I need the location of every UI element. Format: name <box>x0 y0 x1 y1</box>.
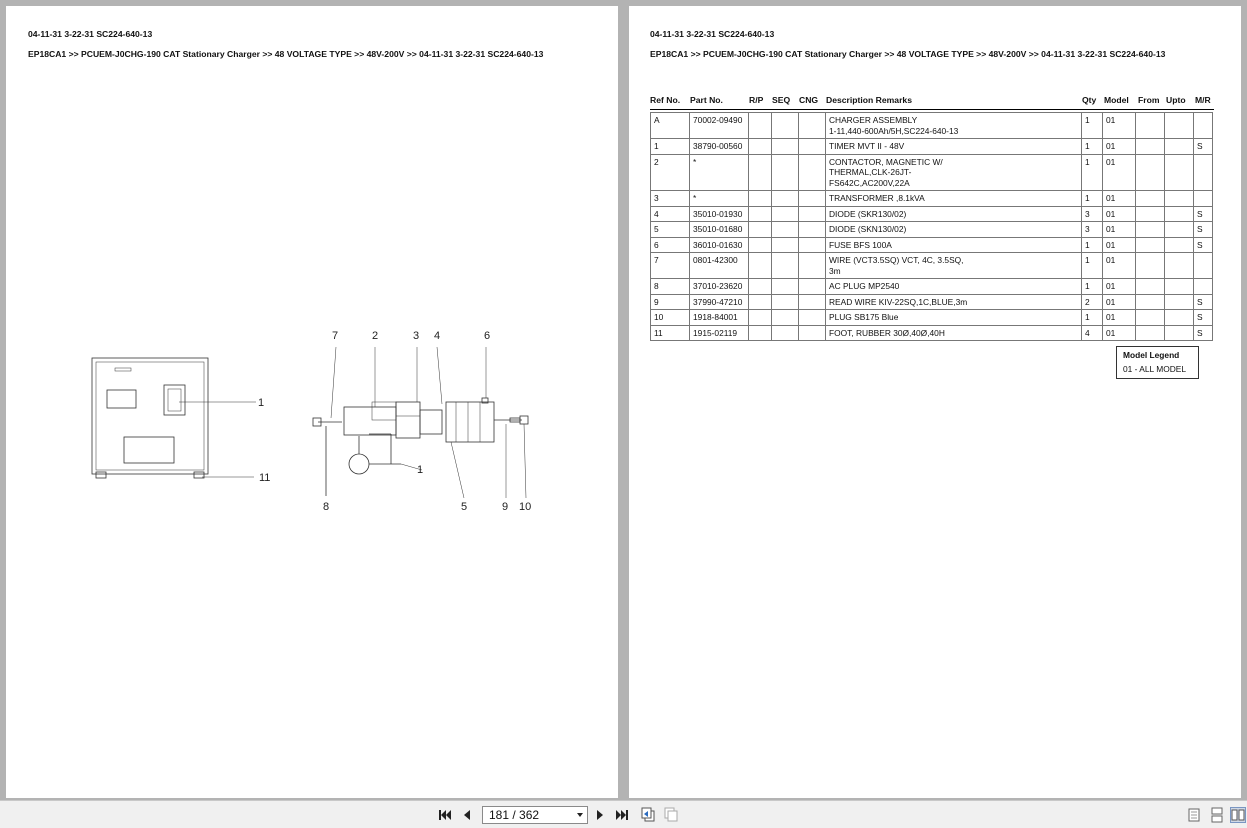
description-line: FOOT, RUBBER 30Ø,40Ø,40H <box>829 327 945 338</box>
ref-no-cell: 5 <box>651 222 690 238</box>
description-cell <box>826 154 1082 191</box>
model-cell: 01 <box>1103 139 1136 155</box>
callout-label: 3 <box>413 330 420 342</box>
qty-cell: 1 <box>1082 253 1103 279</box>
description-cell <box>826 139 1082 155</box>
rp-cell <box>749 191 772 207</box>
table-row <box>651 310 1213 326</box>
model-cell: 01 <box>1103 279 1136 295</box>
cng-cell <box>799 237 826 253</box>
ref-no-cell: 9 <box>651 294 690 310</box>
from-cell <box>1136 191 1165 207</box>
page-header-code: 04-11-31 3-22-31 SC224-640-13 <box>28 29 153 39</box>
from-cell <box>1136 139 1165 155</box>
col-from: From <box>1138 95 1160 105</box>
seq-cell <box>772 222 799 238</box>
charger-cabinet-outline <box>92 358 208 474</box>
description-line: WIRE (VCT3.5SQ) VCT, 4C, 3.5SQ, <box>829 255 964 265</box>
callout-label: 10 <box>519 501 532 513</box>
part-no-cell: 35010-01680 <box>690 222 749 238</box>
from-cell <box>1136 154 1165 191</box>
table-row <box>651 279 1213 295</box>
upto-cell <box>1165 325 1194 341</box>
ref-no-cell: 7 <box>651 253 690 279</box>
mr-cell <box>1194 253 1213 279</box>
upto-cell <box>1165 113 1194 139</box>
upto-cell <box>1165 253 1194 279</box>
mr-cell <box>1194 279 1213 295</box>
seq-cell <box>772 237 799 253</box>
chevron-down-icon <box>577 813 583 817</box>
first-page-icon[interactable] <box>437 807 453 823</box>
next-page-icon[interactable] <box>592 807 608 823</box>
description-line: READ WIRE KIV-22SQ,1C,BLUE,3m <box>829 296 968 307</box>
table-row <box>651 222 1213 238</box>
description-cell <box>826 279 1082 295</box>
seq-cell <box>772 154 799 191</box>
mr-cell: S <box>1194 310 1213 326</box>
seq-cell <box>772 325 799 341</box>
seq-cell <box>772 279 799 295</box>
col-cng: CNG <box>799 95 819 105</box>
upto-cell <box>1165 191 1194 207</box>
rp-cell <box>749 206 772 222</box>
cng-cell <box>799 294 826 310</box>
part-no-cell: * <box>690 154 749 191</box>
col-ref-no: Ref No. <box>650 95 681 105</box>
model-cell: 01 <box>1103 206 1136 222</box>
from-cell <box>1136 310 1165 326</box>
part-no-cell: 0801-42300 <box>690 253 749 279</box>
model-cell: 01 <box>1103 325 1136 341</box>
rp-cell <box>749 139 772 155</box>
upto-cell <box>1165 310 1194 326</box>
model-cell: 01 <box>1103 294 1136 310</box>
qty-cell: 1 <box>1082 191 1103 207</box>
callout-label: 9 <box>502 501 509 513</box>
table-row <box>651 294 1213 310</box>
description-cell <box>826 222 1082 238</box>
mr-cell <box>1194 154 1213 191</box>
from-cell <box>1136 294 1165 310</box>
table-row <box>651 253 1213 279</box>
ref-no-cell: 3 <box>651 191 690 207</box>
model-cell: 01 <box>1103 154 1136 191</box>
part-no-cell: 36010-01630 <box>690 237 749 253</box>
callout-label: 4 <box>434 330 441 342</box>
qty-cell: 3 <box>1082 222 1103 238</box>
ref-no-cell: 6 <box>651 237 690 253</box>
rp-cell <box>749 253 772 279</box>
table-row <box>651 325 1213 341</box>
callout-label: 6 <box>484 330 491 342</box>
model-cell: 01 <box>1103 222 1136 238</box>
from-cell <box>1136 206 1165 222</box>
description-cell <box>826 206 1082 222</box>
description-cell <box>826 325 1082 341</box>
upto-cell <box>1165 279 1194 295</box>
rp-cell <box>749 154 772 191</box>
qty-cell: 4 <box>1082 325 1103 341</box>
description-cell <box>826 237 1082 253</box>
cng-cell <box>799 191 826 207</box>
col-qty: Qty <box>1082 95 1097 105</box>
qty-cell: 1 <box>1082 279 1103 295</box>
from-cell <box>1136 325 1165 341</box>
description-line: TRANSFORMER ,8.1kVA <box>829 193 925 203</box>
ref-no-cell: 10 <box>651 310 690 326</box>
page-indicator: 181 / 362 <box>489 808 540 822</box>
qty-cell: 3 <box>1082 206 1103 222</box>
from-cell <box>1136 222 1165 238</box>
part-no-cell: 70002-09490 <box>690 113 749 139</box>
ref-no-cell: 4 <box>651 206 690 222</box>
seq-cell <box>772 294 799 310</box>
part-no-cell: 1918-84001 <box>690 310 749 326</box>
model-legend-title: Model Legend <box>1123 350 1180 360</box>
rp-cell <box>749 294 772 310</box>
cng-cell <box>799 113 826 139</box>
seq-cell <box>772 113 799 139</box>
upto-cell <box>1165 222 1194 238</box>
mr-cell: S <box>1194 222 1213 238</box>
description-line: 3m <box>829 265 841 276</box>
table-row <box>651 139 1213 155</box>
callout-label: 11 <box>259 472 271 484</box>
table-row <box>651 206 1213 222</box>
rp-cell <box>749 279 772 295</box>
page-number-select[interactable] <box>482 806 588 824</box>
description-cell <box>826 113 1082 139</box>
model-cell: 01 <box>1103 191 1136 207</box>
part-no-cell: * <box>690 191 749 207</box>
col-description: Description Remarks <box>826 95 912 105</box>
exploded-parts-diagram <box>6 6 618 798</box>
last-page-icon[interactable] <box>614 807 630 823</box>
mr-cell: S <box>1194 237 1213 253</box>
description-line: THERMAL,CLK-26JT- <box>829 167 912 177</box>
description-line: DIODE (SKR130/02) <box>829 208 907 219</box>
qty-cell: 1 <box>1082 237 1103 253</box>
prev-page-icon[interactable] <box>459 807 475 823</box>
parts-table-header <box>650 94 1214 110</box>
part-no-cell: 37990-47210 <box>690 294 749 310</box>
rp-cell <box>749 222 772 238</box>
rp-cell <box>749 113 772 139</box>
from-cell <box>1136 279 1165 295</box>
description-cell <box>826 310 1082 326</box>
callout-label: 5 <box>461 501 468 513</box>
qty-cell: 1 <box>1082 310 1103 326</box>
table-row <box>651 154 1213 191</box>
mr-cell: S <box>1194 139 1213 155</box>
cng-cell <box>799 206 826 222</box>
table-row <box>651 191 1213 207</box>
qty-cell: 1 <box>1082 139 1103 155</box>
description-cell <box>826 253 1082 279</box>
viewer-toolbar <box>0 800 1247 828</box>
table-row <box>651 113 1213 139</box>
description-line: TIMER MVT II - 48V <box>829 141 905 151</box>
continuous-view-icon[interactable] <box>1209 807 1225 823</box>
model-cell: 01 <box>1103 237 1136 253</box>
rp-cell <box>749 237 772 253</box>
page-header-code: 04-11-31 3-22-31 SC224-640-13 <box>650 29 775 39</box>
mr-cell: S <box>1194 294 1213 310</box>
upto-cell <box>1165 139 1194 155</box>
part-no-cell: 1915-02119 <box>690 325 749 341</box>
description-line: DIODE (SKN130/02) <box>829 224 907 234</box>
ref-no-cell: 1 <box>651 139 690 155</box>
description-line: PLUG SB175 Blue <box>829 312 899 322</box>
seq-cell <box>772 139 799 155</box>
part-no-cell: 38790-00560 <box>690 139 749 155</box>
single-page-view-icon[interactable] <box>1186 807 1202 823</box>
cng-cell <box>799 325 826 341</box>
model-cell: 01 <box>1103 310 1136 326</box>
part-no-cell: 35010-01930 <box>690 206 749 222</box>
cng-cell <box>799 222 826 238</box>
next-view-icon[interactable] <box>663 807 679 823</box>
ref-no-cell: 11 <box>651 325 690 341</box>
cng-cell <box>799 310 826 326</box>
mr-cell <box>1194 191 1213 207</box>
model-cell: 01 <box>1103 253 1136 279</box>
description-line: 1-11,440-600Ah/5H,SC224-640-13 <box>829 125 959 136</box>
qty-cell: 2 <box>1082 294 1103 310</box>
ref-no-cell: 2 <box>651 154 690 191</box>
page-breadcrumb: EP18CA1 >> PCUEM-J0CHG-190 CAT Stationary Charger >> 48 VOLTAGE TYPE >> 48V-200V >> 04-11-31 3-22-31 SC224-640-13 <box>28 49 544 59</box>
col-seq: SEQ <box>772 95 791 105</box>
callout-label: 7 <box>332 330 339 342</box>
description-cell <box>826 191 1082 207</box>
upto-cell <box>1165 294 1194 310</box>
model-legend-entry: 01 - ALL MODEL <box>1123 364 1186 374</box>
description-line: CONTACTOR, MAGNETIC W/ <box>829 156 943 167</box>
mr-cell <box>1194 113 1213 139</box>
left-page <box>6 6 618 798</box>
callout-label: 8 <box>323 501 330 513</box>
ref-no-cell: A <box>651 113 690 139</box>
from-cell <box>1136 237 1165 253</box>
qty-cell: 1 <box>1082 154 1103 191</box>
callout-label: 1 <box>417 464 424 476</box>
col-model: Model <box>1104 95 1129 105</box>
description-line: AC PLUG MP2540 <box>829 281 900 291</box>
cng-cell <box>799 139 826 155</box>
description-line: CHARGER ASSEMBLY <box>829 115 918 125</box>
col-upto: Upto <box>1166 95 1186 105</box>
mr-cell: S <box>1194 206 1213 222</box>
from-cell <box>1136 113 1165 139</box>
prev-view-icon[interactable] <box>640 807 656 823</box>
cng-cell <box>799 279 826 295</box>
seq-cell <box>772 310 799 326</box>
facing-view-icon[interactable] <box>1230 807 1246 823</box>
parts-table <box>650 112 1213 341</box>
cng-cell <box>799 154 826 191</box>
callout-label: 1 <box>258 397 265 409</box>
rp-cell <box>749 325 772 341</box>
col-mr: M/R <box>1195 95 1211 105</box>
col-part-no: Part No. <box>690 95 723 105</box>
rp-cell <box>749 310 772 326</box>
qty-cell: 1 <box>1082 113 1103 139</box>
seq-cell <box>772 191 799 207</box>
description-line: FUSE BFS 100A <box>829 239 892 250</box>
from-cell <box>1136 253 1165 279</box>
upto-cell <box>1165 154 1194 191</box>
upto-cell <box>1165 206 1194 222</box>
right-page <box>629 6 1241 798</box>
col-rp: R/P <box>749 95 764 105</box>
mr-cell: S <box>1194 325 1213 341</box>
cng-cell <box>799 253 826 279</box>
description-cell <box>826 294 1082 310</box>
model-legend <box>1116 346 1199 379</box>
upto-cell <box>1165 237 1194 253</box>
ref-no-cell: 8 <box>651 279 690 295</box>
seq-cell <box>772 206 799 222</box>
part-no-cell: 37010-23620 <box>690 279 749 295</box>
callout-label: 2 <box>372 330 379 342</box>
table-row <box>651 237 1213 253</box>
page-breadcrumb: EP18CA1 >> PCUEM-J0CHG-190 CAT Stationary Charger >> 48 VOLTAGE TYPE >> 48V-200V >> 04-11-31 3-22-31 SC224-640-13 <box>650 49 1166 59</box>
model-cell: 01 <box>1103 113 1136 139</box>
description-line: FS642C,AC200V,22A <box>829 177 910 188</box>
seq-cell <box>772 253 799 279</box>
